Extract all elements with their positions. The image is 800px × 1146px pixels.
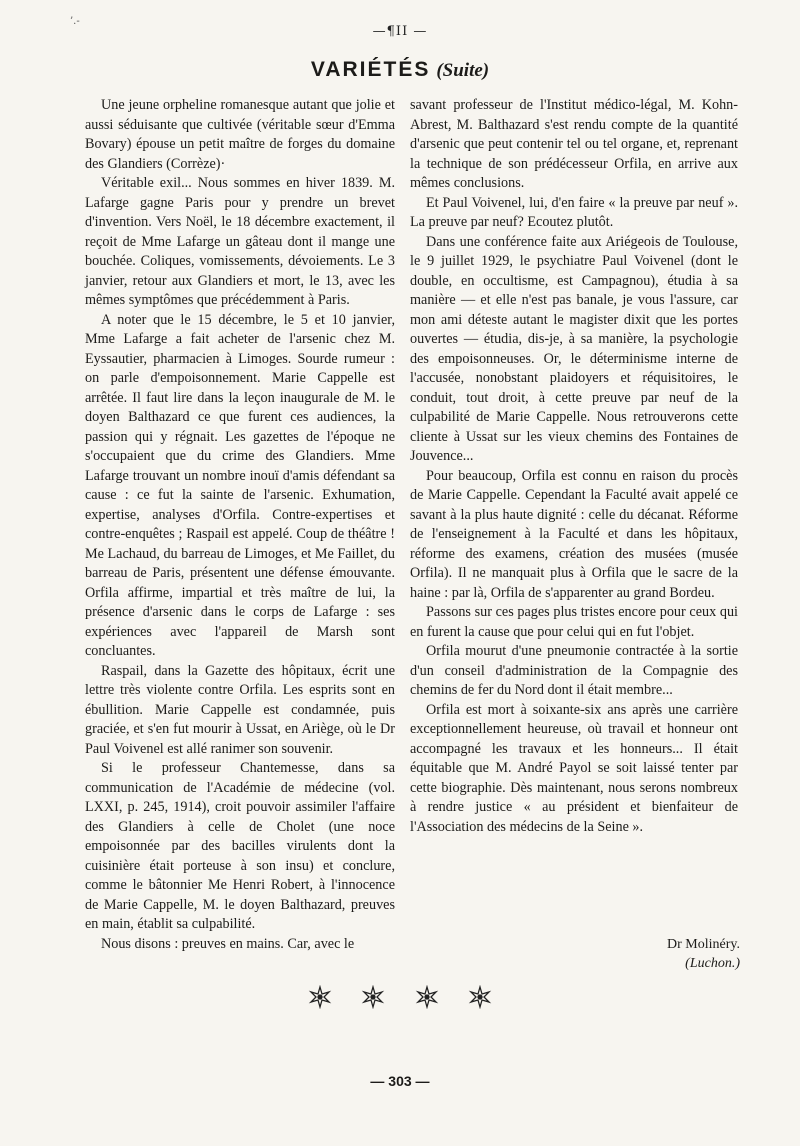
paragraph: Véritable exil... Nous sommes en hiver 1839. M. Lafarge gagne Paris pour y prendre un brevet d'invention. Vers Noël, le 18 décembre exactement, il reçoit de Mme Lafarge un gâteau dont il mange une bouchée. Coliques, vomissements, dévoiements. Le 3 janvier, retour aux Glandiers et mort, le 13, avec les mêmes symptômes que précédemment à Paris. [85,175,395,308]
paragraph: Une jeune orpheline romanesque autant que jolie et aussi séduisante que cultivée (véritable sœur d'Emma Bovary) épouse un petit maître de forges du domaine des Glandiers (Corrèze)· [85,97,395,172]
page-number: — 303 — [370,1073,430,1089]
left-column [85,96,395,954]
paragraph: Dans une conférence faite aux Ariégeois de Toulouse, le 9 juillet 1929, le psychiatre Paul Voivenel (dont le double, en occultisme, est Campagnou), étudia à sa manière — et elle n'est pas banale, je vous l'assure, car mon ami déteste autant le magister dixit que les portes ouvertes — étudia, dis-je, à sa manière, la psychologie des empoisonneuses. Or, le déterminisme interne de l'accusée, nonobstant plaidoyers et réquisitoires, le conduit, tout droit, à cette preuve par neuf de la culpabilité de Marie Cappelle. Nous retrouverons cette cliente à Ussat sur les vieux chemins des Fontaines de Jouvence... [410,233,738,464]
corner-mark: ’.- [70,16,80,27]
flower-ornament-icon [308,985,332,1009]
paragraph: Orfila mourut d'une pneumonie contractée à la sortie d'un conseil d'administration de la Compagnie des chemins de fer du Nord dont il était membre... [410,643,738,698]
signature-author: Dr Molinéry. [667,937,740,952]
title-text: VARIÉTÉS [310,58,431,81]
page-title [0,58,800,82]
paragraph: Et Paul Voivenel, lui, d'en faire « la preuve par neuf ». La preuve par neuf? Ecoutez plutôt. [410,194,738,230]
paragraph: Pour beaucoup, Orfila est connu en raison du procès de Marie Cappelle. Cependant la Faculté avait appelé ce savant à la plus haute dignité : celle du décanat. Réforme de l'enseignement à la Faculté et dans les hôpitaux, réforme des examens, création des musées (musée Orfila). Il ne manquait plus à Orfila que le sacre de la haine : par là, Orfila de s'apparenter au grand Bordeu. [410,467,738,601]
signature-location: (Luchon.) [685,956,740,971]
flower-ornament-icon [468,985,492,1009]
flower-ornament-icon [361,985,385,1009]
paragraph: A noter que le 15 décembre, le 5 et 10 janvier, Mme Lafarge a fait acheter de l'arsenic chez M. Eyssautier, pharmacien à Limoges. Sourde rumeur : on parle d'empoisonnement. Marie Cappelle est arrêtée. Il faut lire dans la leçon inaugurale de M. le doyen Balthazard ce que furent ces audiences, la passion qui y régnait. Les gazettes de l'époque ne s'occupaient que du crime des Glandiers. Mme Lafarge trouvant un nombre inouï d'amis défendant sa cause : ce fut la sainte de l'arsenic. Exhumation, expertise, analyses d'Orfila. Contre-expertises et contre-enquêtes ; Raspail est appelé. Coup de théâtre ! Me Lachaud, du barreau de Limoges, et Me Faillet, du barreau de Paris, présentent une défense émouvante. Orfila affirme, impartial et très maître de lui, la présence d'arsenic dans le corps de Lafarge : ses expériences avec l'appareil de Marsh sont concluantes. [85,311,395,659]
paragraph: Si le professeur Chantemesse, dans sa communication de l'Académie de médecine (vol. LXXI, p. 245, 1914), croit pouvoir assimiler l'affaire des Glandiers à celle de Cholet (une noce empoisonnée par des bacilles virulents dont la cuisinière était porteuse à son insu) et conclure, comme le bâtonnier Me Henri Robert, à l'innocence de Marie Cappelle, M. le doyen Balthazard, preuves en main, établit sa culpabilité. [85,760,395,932]
paragraph: savant professeur de l'Institut médico-légal, M. Kohn-Abrest, M. Balthazard s'est rendu compte de la quantité d'arsenic que peut contenir tel ou tel organe, et, reprenant la technique de son prédécesseur Orfila, en arrive aux mêmes conclusions. [410,97,738,191]
ornament-row [0,985,800,1009]
paragraph: Raspail, dans la Gazette des hôpitaux, écrit une lettre très violente contre Orfila. Les esprits sont en ébullition. Marie Cappelle est condamnée, puis graciée, et s'en fut mourir à Ussat, en Ariège, où le Dr Paul Voivenel est allé ranimer son souvenir. [85,662,395,757]
signature [600,935,740,973]
paragraph: Orfila est mort à soixante-six ans après une carrière exceptionnellement heureuse, où travail et honneur ont accompagné les travaux et les honneurs... Il était équitable que M. André Payol se soit laissé tenter par cette biographie. Dès maintenant, nous serons nombreux à rendre justice « au président et bienfaiteur de l'Association des médecins de la Seine ». [410,701,738,835]
title-suffix: (Suite) [436,60,490,81]
paragraph: Passons sur ces pages plus tristes encore pour ceux qui en furent la cause que pour celui qui en fut l'objet. [410,604,738,640]
paragraph: Nous disons : preuves en mains. Car, avec le [101,935,355,952]
right-column [410,96,738,837]
running-head: —¶II — [372,24,428,39]
flower-ornament-icon [415,985,439,1009]
